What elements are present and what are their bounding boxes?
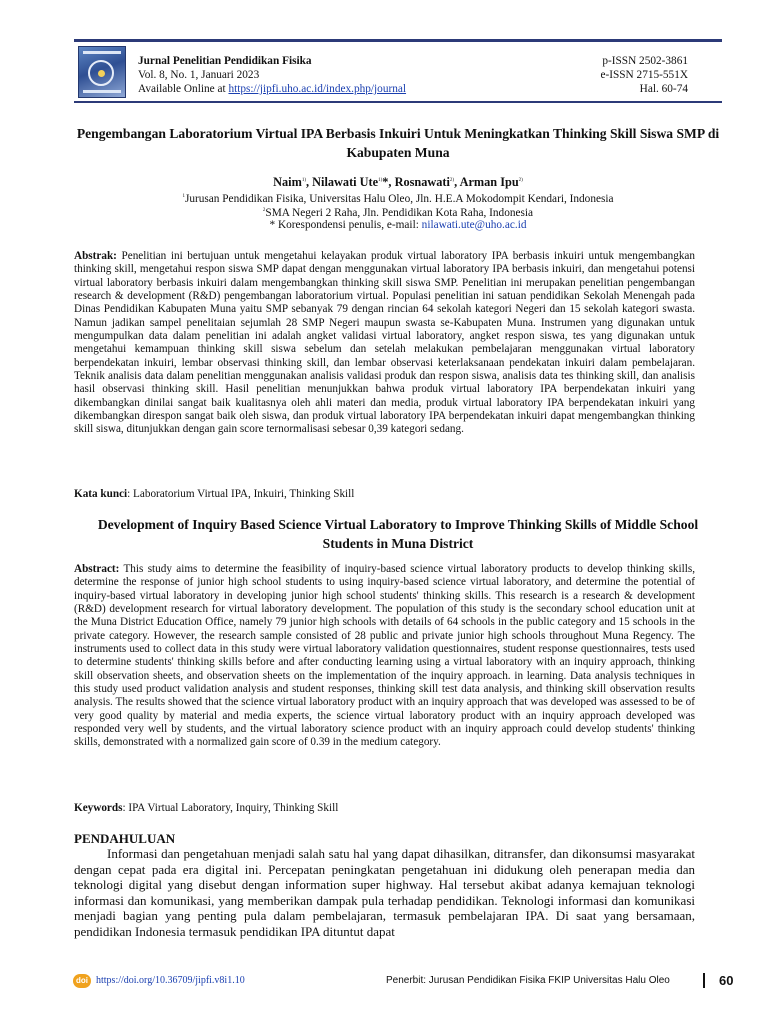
journal-name: Jurnal Penelitian Pendidikan Fisika xyxy=(138,55,312,67)
doi-icon: doi xyxy=(73,974,91,988)
keywords-english: Keywords: IPA Virtual Laboratory, Inquiry, Thinking Skill xyxy=(74,802,339,814)
introduction-paragraph: Informasi dan pengetahuan menjadi salah satu hal yang dapat dihasilkan, ditransfer, dan dikonsumsi masyarakat dengan cepat pada era digital ini. Percepatan peningkatan pengetahuan ini didukung oleh penerapan media dan teknologi digital yang disebut dengan information super highway. Hal tersebut akibat adanya kemajuan teknologi informasi dan komunikasi, yang memberikan dampak pula terhadap pendidikan. Teknologi informasi dan komunikasi menjadi bagian yang penting pula dalam pembelajaran, termasuk pembelajaran IPA. Di saat yang bersamaan, pendidikan Indonesia termasuk pendidikan IPA dituntut dapat xyxy=(74,846,695,939)
correspondence: * Korespondensi penulis, e-mail: nilawati.ute@uho.ac.id xyxy=(269,219,527,231)
journal-url-link[interactable]: https://jipfi.uho.ac.id/index.php/journal xyxy=(228,83,407,95)
doi-link[interactable]: https://doi.org/10.36709/jipfi.v8i1.10 xyxy=(96,975,245,986)
journal-volume: Vol. 8, No. 1, Januari 2023 xyxy=(138,69,260,81)
affiliation-2: $^2$SMA Negeri 2 Raha, Jln. Pendidikan Kota Raha, Indonesia xyxy=(262,206,534,219)
availability-line: Available Online at https://jipfi.uho.ac.id/index.php/journal xyxy=(138,83,407,95)
journal-info xyxy=(138,54,406,96)
journal-logo xyxy=(78,46,126,98)
affiliation-1: $^1$Jurusan Pendidikan Fisika, Universitas Halu Oleo, Jln. H.E.A Mokodompit Kendari, Indonesia xyxy=(182,192,614,205)
paper-title-indonesian: Pengembangan Laboratorium Virtual IPA Berbasis Inkuiri Untuk Meningkatkan Thinking Skill Siswa SMP di Kabupaten Muna xyxy=(76,126,720,160)
publisher-note: Penerbit: Jurusan Pendidikan Fisika FKIP Universitas Halu Oleo xyxy=(386,975,670,986)
abstract-indonesian: Abstrak: Penelitian ini bertujuan untuk mengetahui kelayakan produk virtual laboratory IPA berbasis inkuiri untuk mengembangkan thinking skill, mengetahui respon siswa SMP dapat dengan menggunakan virtual laboratory IPA berbasis inkuiri, dan mengetahui potensi virtual laboratory berbasis inkuiri dalam mengembangkan thinking skill siswa SMP. Penelitian ini merupakan penelitian pengembangan research & development (R&D) pengembangan laboratorium virtual. Populasi penelitian ini satuan pendidikan Sekolah Menengah pada Dinas Pendidikan Kabupaten Muna yaitu SMP sebanyak 79 dengan rincian 64 sekolah kategori Negeri dan 15 sekolah kategori swasta. Namun jadikan sampel penelitaian sejumlah 28 SMP Negeri maupun swasta se-Kabupaten Muna. Instrumen yang digunakan untuk mengumpulkan data dalam penelitian ini adalah angket validasi virtual laboratory, angket respon siswa, tes yang digunakan untuk mengetahui kemampuan thinking skill siswa sebelum dan setelah melakukan pembelajaran menggunakan virtual laboratory berpendekatan inkuiri, lembar observasi thinking skill, dan lembar observasi keterlaksanaan pendekatan inkuiri dalam pembelajaran. Teknik analisis data dalam penelitian menggunakan analisis validasi produk dan respon siswa, analisis data tes thinking skill, dan analisis hasil observasi thinking skill. Hasil penelitian menunjukkan bahwa produk virtual laboratory IPA berpendekatan inkuiri yang dikembangkan dinilai sangat baik kualitasnya oleh ahli materi dan media, produk virtual laboratory IPA berpendekatan inkuiri yang dikembangkan direspon sangat baik oleh siswa, dan produk virtual laboratory IPA berpendekatan inkuiri dapat mengembangkan thinking skill siswa, ditunjukkan dengan gain score ternormalisasi sebesar 0,39 kategori sedang. xyxy=(74,250,695,436)
footer-separator xyxy=(703,973,705,988)
e-issn: e-ISSN 2715-551X xyxy=(600,69,688,81)
keywords-indonesian: Kata kunci: Laboratorium Virtual IPA, Inkuiri, Thinking Skill xyxy=(74,488,355,500)
abstract-english: Abstract: This study aims to determine the feasibility of inquiry-based science virtual laboratory products to develop thinking skills, determine the response of junior high school students to using inquiry-based science virtual laboratory, and determine the potential of inquiry-based virtual laboratory in developing junior high school students' thinking skills. This research is a research & development (R&D) development research for virtual laboratory development. The population of this study is the secondary school education unit at the Muna District Education Office, namely 79 junior high schools with details of 64 schools in the public category and 15 schools in the private category. However, the research sample consisted of 28 public and private junior high schools throughout Muna Regency. The instruments used to collect data in this study were virtual laboratory validation questionnaires, student response questionnaires, tests used to determine students' thinking skills before and after conducting learning using a virtual laboratory with an inquiry approach, thinking skill observation sheets, and observation sheets on the implementation of the inquiry approach. in learning. Data analysis techniques in this study used product validation analysis and student responses, thinking skill test data analysis, and thinking skill observation results analysis. The results showed that the science virtual laboratory product with an inquiry approach that was developed was assessed to be of very good quality by material and media experts, the science virtual laboratory product with an inquiry approach developed was responded very well by students, and the virtual laboratory science product with an inquiry approach could develop students' thinking skills, demonstrated with a normalized gain score of 0.39 in the medium category. xyxy=(74,563,695,749)
page-number: 60 xyxy=(719,973,734,988)
paper-title-english: Development of Inquiry Based Science Virtual Laboratory to Improve Thinking Skills of Middle School Students in Muna District xyxy=(97,517,699,551)
p-issn: p-ISSN 2502-3861 xyxy=(602,55,688,67)
header-rule-top xyxy=(74,39,722,42)
section-heading-introduction: PENDAHULUAN xyxy=(74,831,176,846)
author-list: Naim$^{1)}$, Nilawati Ute$^{1)}$*, Rosnawati$^{2)}$, Arman Ipu$^{2)}$ xyxy=(273,175,523,189)
page-range: Hal. 60-74 xyxy=(639,83,688,95)
correspondence-email[interactable]: nilawati.ute@uho.ac.id xyxy=(421,219,527,231)
issn-info xyxy=(600,54,688,96)
header-rule-bottom xyxy=(74,101,722,103)
